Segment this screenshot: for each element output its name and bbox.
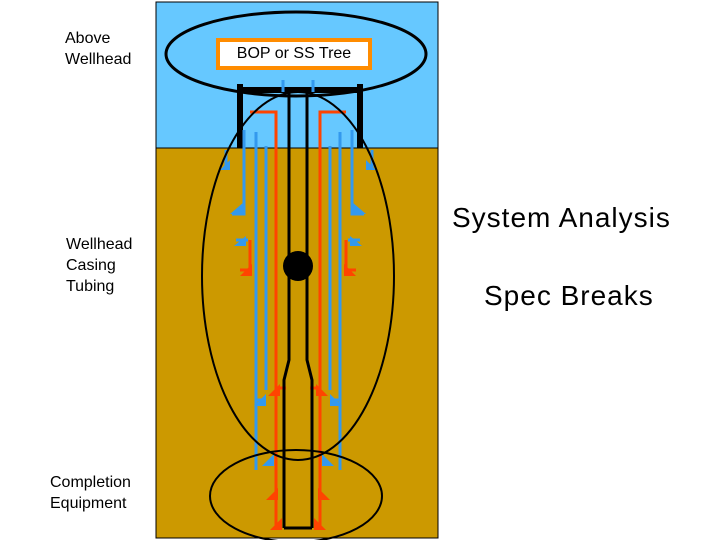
label-line: Equipment bbox=[50, 495, 127, 512]
slide-subtitle: Spec Breaks bbox=[484, 280, 654, 311]
ground-background bbox=[156, 148, 438, 538]
label-line: Above bbox=[65, 30, 111, 47]
bop-tree-label: BOP or SS Tree bbox=[216, 38, 372, 70]
sky-background bbox=[156, 2, 438, 148]
label-line: Tubing bbox=[66, 278, 115, 295]
label-line: Casing bbox=[66, 257, 116, 274]
above-wellhead-label bbox=[65, 28, 131, 70]
safety-valve bbox=[283, 251, 313, 281]
completion-equipment-label bbox=[50, 472, 131, 514]
wellhead-casing-tubing-label bbox=[66, 234, 132, 297]
label-line: Wellhead bbox=[65, 51, 132, 68]
label-line: Completion bbox=[50, 474, 131, 491]
slide-title: System Analysis bbox=[452, 202, 671, 233]
label-line: Wellhead bbox=[66, 236, 133, 253]
